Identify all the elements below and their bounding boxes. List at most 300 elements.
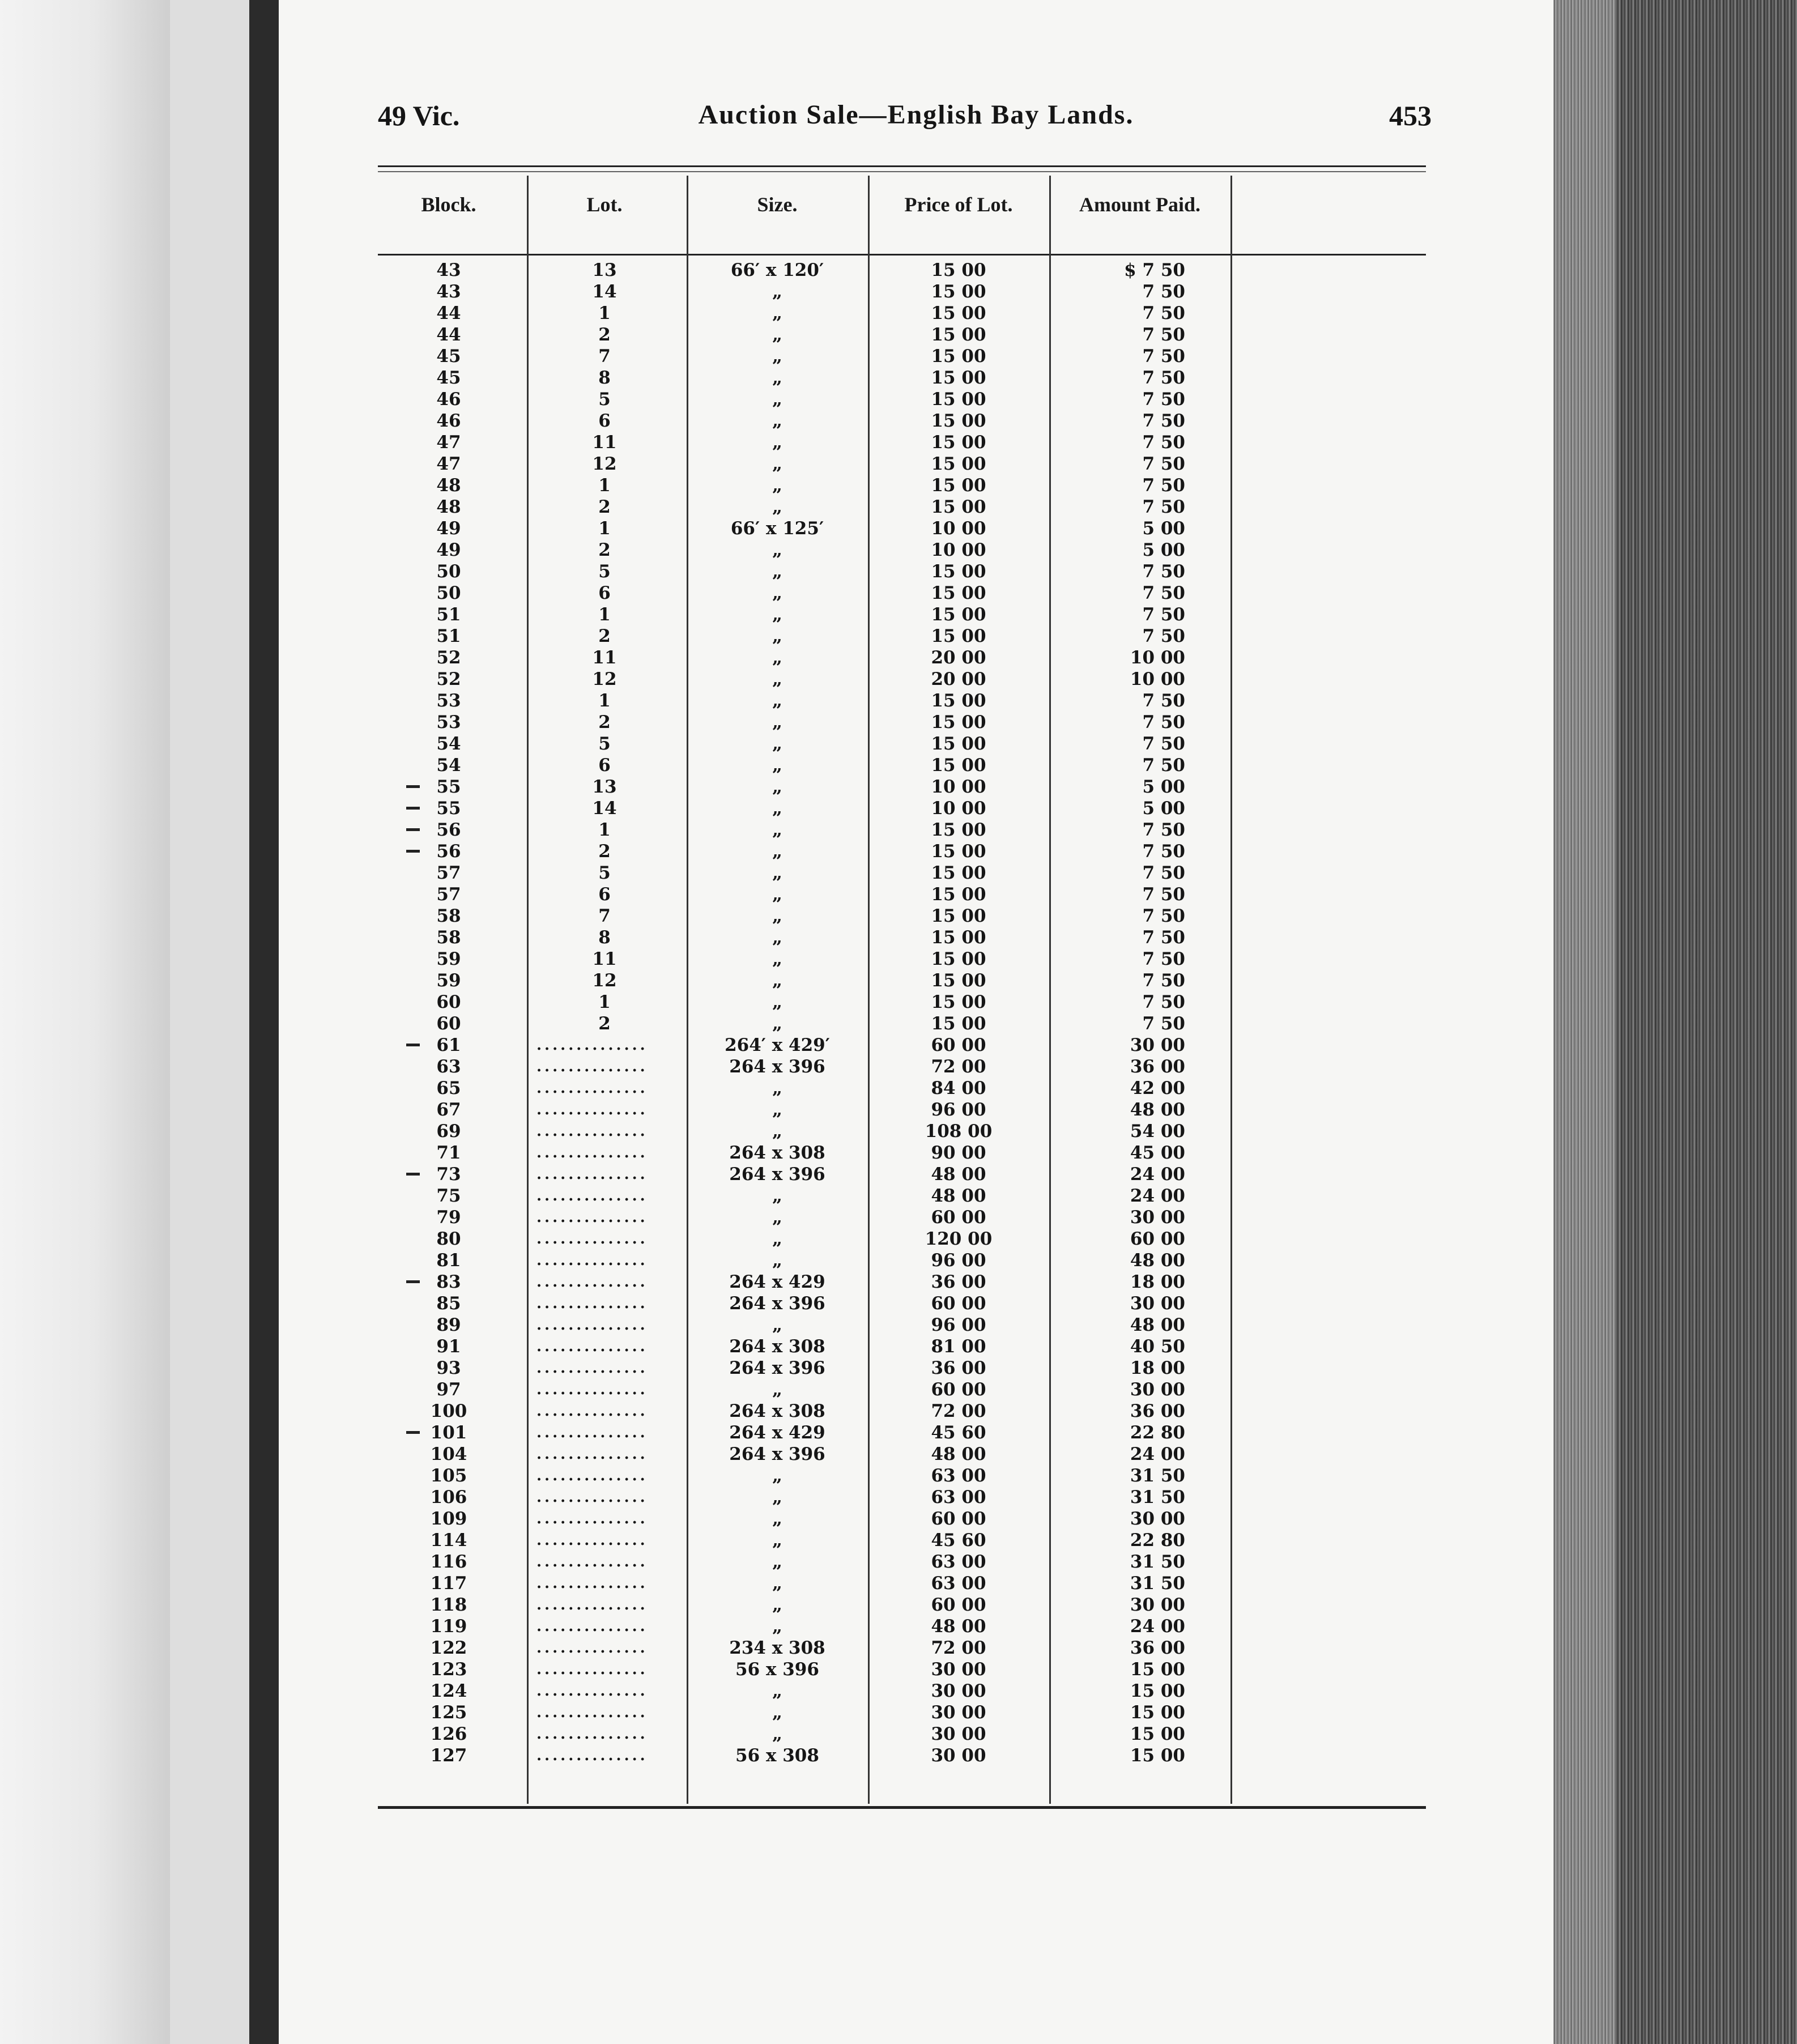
block-cell: 48 [436,475,461,496]
lot-cell: 6 [598,583,611,603]
header-amount-paid: Amount Paid. [1079,193,1201,216]
table-row [279,1551,1553,1573]
size-cell: 264 x 396 [729,1358,825,1378]
size-cell: „ [772,1573,782,1594]
size-cell: „ [772,1186,782,1206]
lot-cell: 12 [592,454,617,474]
size-cell: „ [772,1616,782,1637]
amount-paid-cell: 15 00 [1130,1702,1185,1723]
lot-leader-dots: .............. [536,1080,648,1097]
price-cell: 45 60 [931,1530,986,1551]
block-cell: 58 [436,906,461,926]
table-row [279,604,1553,625]
lot-cell: 2 [598,841,611,862]
table-row [279,1250,1553,1271]
block-cell: 50 [436,561,461,582]
lot-leader-dots: .............. [536,1403,648,1420]
amount-paid-cell: 10 00 [1130,669,1185,689]
block-cell: 79 [436,1207,461,1228]
block-cell: 49 [436,540,461,560]
lot-leader-dots: .............. [536,1553,648,1570]
lot-leader-dots: .............. [536,1317,648,1334]
table-row [279,281,1553,303]
size-cell: 264 x 308 [729,1401,825,1421]
lot-cell: 2 [598,626,611,646]
amount-paid-cell: 24 00 [1130,1164,1185,1185]
amount-paid-cell: 7 50 [1142,626,1185,646]
price-cell: 48 00 [931,1444,986,1464]
block-cell: 46 [436,389,461,410]
price-cell: 10 00 [931,777,986,797]
block-cell: 53 [436,691,461,711]
size-cell: 264 x 308 [729,1143,825,1163]
size-cell: „ [772,669,782,689]
table-row [279,324,1553,346]
table-row [279,841,1553,862]
table-row [279,303,1553,324]
lot-cell: 1 [598,475,611,496]
amount-paid-cell: 31 50 [1130,1487,1185,1508]
size-cell: „ [772,454,782,474]
price-cell: 96 00 [931,1315,986,1335]
size-cell: „ [772,411,782,431]
block-cell: 119 [430,1616,467,1637]
price-cell: 120 00 [925,1229,993,1249]
block-cell: 55 [436,798,461,819]
price-cell: 15 00 [931,583,986,603]
price-cell: 15 00 [931,691,986,711]
price-cell: 20 00 [931,669,986,689]
size-cell: „ [772,777,782,797]
amount-paid-cell: 7 50 [1142,949,1185,969]
table-row [279,1293,1553,1314]
lot-leader-dots: .............. [536,1101,648,1118]
price-cell: 15 00 [931,368,986,388]
price-cell: 30 00 [931,1659,986,1680]
price-cell: 15 00 [931,497,986,517]
amount-paid-cell: 31 50 [1130,1573,1185,1594]
amount-paid-cell: 7 50 [1142,432,1185,453]
block-cell: 122 [430,1638,467,1658]
size-cell: 234 x 308 [729,1638,825,1658]
amount-paid-cell: 5 00 [1142,518,1185,539]
running-head [279,99,1553,144]
amount-paid-cell: 7 50 [1142,561,1185,582]
amount-paid-cell: 24 00 [1130,1616,1185,1637]
block-cell: 114 [430,1530,467,1551]
lot-leader-dots: .............. [536,1661,648,1678]
table-row [279,625,1553,647]
lot-leader-dots: .............. [536,1747,648,1764]
size-cell: 66′ x 125′ [730,518,824,539]
table-row [279,668,1553,690]
lot-cell: 1 [598,820,611,840]
price-cell: 15 00 [931,561,986,582]
lot-cell: 5 [598,863,611,883]
amount-paid-cell: $ 7 50 [1124,260,1185,280]
block-cell: 43 [436,260,461,280]
block-cell: 81 [436,1250,461,1271]
amount-paid-cell: 7 50 [1142,346,1185,367]
size-cell: „ [772,648,782,668]
price-cell: 15 00 [931,411,986,431]
price-cell: 15 00 [931,820,986,840]
amount-paid-cell: 15 00 [1130,1681,1185,1701]
price-cell: 15 00 [931,260,986,280]
price-cell: 60 00 [931,1595,986,1615]
table-row [279,1336,1553,1357]
table-row [279,733,1553,755]
amount-paid-cell: 10 00 [1130,648,1185,668]
table-row [279,1594,1553,1616]
price-cell: 15 00 [931,841,986,862]
table-row [279,518,1553,539]
amount-paid-cell: 15 00 [1130,1745,1185,1766]
amount-paid-cell: 24 00 [1130,1186,1185,1206]
amount-paid-cell: 18 00 [1130,1358,1185,1378]
block-cell: 106 [430,1487,467,1508]
price-cell: 63 00 [931,1487,986,1508]
price-cell: 15 00 [931,1014,986,1034]
table-row [279,755,1553,776]
block-cell: 51 [436,604,461,625]
size-cell: „ [772,1379,782,1400]
amount-paid-cell: 7 50 [1142,604,1185,625]
lot-cell: 1 [598,604,611,625]
lot-cell: 1 [598,992,611,1012]
block-cell: 50 [436,583,461,603]
block-cell: 124 [430,1681,467,1701]
amount-paid-cell: 7 50 [1142,927,1185,948]
lot-leader-dots: .............. [536,1209,648,1226]
table-row [279,367,1553,389]
price-cell: 15 00 [931,475,986,496]
size-cell: „ [772,1466,782,1486]
table-row [279,776,1553,798]
amount-paid-cell: 30 00 [1130,1595,1185,1615]
lot-cell: 11 [592,648,617,668]
table-row [279,1078,1553,1099]
header-size: Size. [757,193,798,216]
size-cell: 264 x 396 [729,1164,825,1185]
amount-paid-cell: 7 50 [1142,325,1185,345]
lot-cell: 2 [598,1014,611,1034]
amount-paid-cell: 18 00 [1130,1272,1185,1292]
table-row [279,346,1553,367]
page-heading: Auction Sale—English Bay Lands. [698,100,1134,130]
price-cell: 30 00 [931,1702,986,1723]
price-cell: 90 00 [931,1143,986,1163]
lot-cell: 14 [592,282,617,302]
price-cell: 81 00 [931,1336,986,1357]
size-cell: 56 x 396 [735,1659,819,1680]
lot-cell: 14 [592,798,617,819]
size-cell: 66′ x 120′ [730,260,824,280]
size-cell: „ [772,1595,782,1615]
block-cell: 65 [436,1078,461,1098]
size-cell: „ [772,841,782,862]
table-row [279,690,1553,712]
block-cell: 123 [430,1659,467,1680]
lot-cell: 12 [592,669,617,689]
lot-cell: 6 [598,411,611,431]
table-row [279,1271,1553,1293]
price-cell: 96 00 [931,1100,986,1120]
size-cell: „ [772,475,782,496]
size-cell: „ [772,863,782,883]
price-cell: 15 00 [931,927,986,948]
size-cell: „ [772,1315,782,1335]
table-row [279,453,1553,475]
header-price: Price of Lot. [904,193,1013,216]
amount-paid-cell: 22 80 [1130,1530,1185,1551]
amount-paid-cell: 7 50 [1142,389,1185,410]
amount-paid-cell: 7 50 [1142,863,1185,883]
lot-leader-dots: .............. [536,1058,648,1075]
table-row [279,1680,1553,1702]
price-cell: 15 00 [931,712,986,733]
lot-leader-dots: .............. [536,1446,648,1463]
price-cell: 48 00 [931,1186,986,1206]
size-cell: „ [772,691,782,711]
size-cell: „ [772,1207,782,1228]
size-cell: 56 x 308 [735,1745,819,1766]
amount-paid-cell: 7 50 [1142,820,1185,840]
price-cell: 10 00 [931,518,986,539]
table-row [279,970,1553,991]
size-cell: „ [772,432,782,453]
block-cell: 51 [436,626,461,646]
lot-cell: 2 [598,497,611,517]
size-cell: „ [772,368,782,388]
amount-paid-cell: 36 00 [1130,1401,1185,1421]
facing-page-edge [170,0,249,2044]
table-row [279,1142,1553,1164]
lot-leader-dots: .............. [536,1618,648,1635]
price-cell: 15 00 [931,734,986,754]
price-cell: 15 00 [931,884,986,905]
table-body [279,259,1553,1766]
size-cell: 264 x 396 [729,1293,825,1314]
block-cell: 46 [436,411,461,431]
table-row [279,389,1553,410]
block-cell: 109 [430,1509,467,1529]
amount-paid-cell: 7 50 [1142,303,1185,323]
block-cell: 80 [436,1229,461,1249]
price-cell: 15 00 [931,282,986,302]
table-row [279,1508,1553,1530]
amount-paid-cell: 40 50 [1130,1336,1185,1357]
block-cell: 45 [436,368,461,388]
price-cell: 72 00 [931,1401,986,1421]
size-cell: „ [772,820,782,840]
lot-cell: 8 [598,368,611,388]
lot-cell: 8 [598,927,611,948]
block-cell: 57 [436,884,461,905]
size-cell: „ [772,1552,782,1572]
block-cell: 44 [436,303,461,323]
table-row [279,1185,1553,1207]
amount-paid-cell: 30 00 [1130,1207,1185,1228]
amount-paid-cell: 48 00 [1130,1100,1185,1120]
amount-paid-cell: 30 00 [1130,1293,1185,1314]
amount-paid-cell: 7 50 [1142,368,1185,388]
block-cell: 56 [436,841,461,862]
amount-paid-cell: 7 50 [1142,970,1185,991]
amount-paid-cell: 48 00 [1130,1250,1185,1271]
block-cell: 44 [436,325,461,345]
amount-paid-cell: 7 50 [1142,497,1185,517]
price-cell: 48 00 [931,1164,986,1185]
block-cell: 117 [430,1573,467,1594]
size-cell: „ [772,1509,782,1529]
table-row [279,1357,1553,1379]
amount-paid-cell: 54 00 [1130,1121,1185,1142]
facing-page [0,0,170,2044]
regnal-year: 49 Vic. [378,100,460,131]
table-row [279,1487,1553,1508]
size-cell: „ [772,1530,782,1551]
price-cell: 15 00 [931,970,986,991]
block-cell: 59 [436,949,461,969]
table-row [279,991,1553,1013]
table-row [279,948,1553,970]
lot-leader-dots: .............. [536,1360,648,1377]
price-cell: 30 00 [931,1745,986,1766]
bottom-rule [378,1806,1426,1809]
block-cell: 55 [436,777,461,797]
table-row [279,475,1553,496]
lot-leader-dots: .............. [536,1510,648,1527]
amount-paid-cell: 5 00 [1142,798,1185,819]
size-cell: „ [772,1250,782,1271]
lot-leader-dots: .............. [536,1683,648,1700]
block-cell: 85 [436,1293,461,1314]
size-cell: „ [772,325,782,345]
table-row [279,905,1553,927]
amount-paid-cell: 45 00 [1130,1143,1185,1163]
size-cell: „ [772,604,782,625]
amount-paid-cell: 5 00 [1142,777,1185,797]
table-row [279,1530,1553,1551]
size-cell: „ [772,906,782,926]
lot-leader-dots: .............. [536,1166,648,1183]
lot-cell: 13 [592,260,617,280]
price-cell: 15 00 [931,346,986,367]
block-cell: 63 [436,1057,461,1077]
block-cell: 52 [436,669,461,689]
size-cell: „ [772,734,782,754]
block-cell: 53 [436,712,461,733]
block-cell: 47 [436,432,461,453]
price-cell: 15 00 [931,863,986,883]
price-cell: 63 00 [931,1573,986,1594]
price-cell: 36 00 [931,1272,986,1292]
amount-paid-cell: 30 00 [1130,1379,1185,1400]
price-cell: 45 60 [931,1423,986,1443]
amount-paid-cell: 7 50 [1142,906,1185,926]
price-cell: 84 00 [931,1078,986,1098]
size-cell: 264′ x 429′ [725,1035,830,1055]
table-row [279,1443,1553,1465]
lot-cell: 12 [592,970,617,991]
lot-cell: 6 [598,884,611,905]
amount-paid-cell: 15 00 [1130,1659,1185,1680]
amount-paid-cell: 24 00 [1130,1444,1185,1464]
block-cell: 71 [436,1143,461,1163]
size-cell: 264 x 308 [729,1336,825,1357]
page-number: 453 [1389,100,1432,131]
table-row [279,259,1553,281]
top-rule [378,165,1426,167]
block-cell: 52 [436,648,461,668]
block-cell: 126 [430,1724,467,1744]
price-cell: 15 00 [931,949,986,969]
lot-cell: 6 [598,755,611,776]
size-cell: „ [772,1702,782,1723]
price-cell: 15 00 [931,992,986,1012]
table-row [279,1207,1553,1228]
lot-cell: 5 [598,734,611,754]
size-cell: „ [772,1487,782,1508]
price-cell: 60 00 [931,1509,986,1529]
lot-cell: 2 [598,540,611,560]
price-cell: 15 00 [931,755,986,776]
size-cell: 264 x 396 [729,1444,825,1464]
table-row [279,1379,1553,1400]
block-cell: 116 [430,1552,467,1572]
price-cell: 36 00 [931,1358,986,1378]
table-row [279,410,1553,432]
amount-paid-cell: 48 00 [1130,1315,1185,1335]
amount-paid-cell: 7 50 [1142,1014,1185,1034]
lot-cell: 11 [592,949,617,969]
table-row [279,1228,1553,1250]
block-cell: 45 [436,346,461,367]
block-cell: 54 [436,755,461,776]
amount-paid-cell: 7 50 [1142,691,1185,711]
price-cell: 60 00 [931,1379,986,1400]
size-cell: „ [772,927,782,948]
book-page [279,0,1553,2044]
size-cell: „ [772,1014,782,1034]
size-cell: „ [772,1078,782,1098]
size-cell: „ [772,1229,782,1249]
lot-cell: 1 [598,518,611,539]
table-row [279,1637,1553,1659]
top-rule-dotted [378,171,1426,172]
price-cell: 72 00 [931,1057,986,1077]
table-row [279,1034,1553,1056]
table-row [279,1422,1553,1443]
table-row [279,1013,1553,1034]
table-row [279,1702,1553,1723]
amount-paid-cell: 7 50 [1142,475,1185,496]
amount-paid-cell: 36 00 [1130,1057,1185,1077]
size-cell: „ [772,1121,782,1142]
table-row [279,1465,1553,1487]
lot-leader-dots: .............. [536,1532,648,1549]
price-cell: 15 00 [931,604,986,625]
block-cell: 93 [436,1358,461,1378]
block-cell: 83 [436,1272,461,1292]
price-cell: 60 00 [931,1293,986,1314]
block-cell: 56 [436,820,461,840]
block-cell: 127 [430,1745,467,1766]
lot-cell: 5 [598,561,611,582]
amount-paid-cell: 30 00 [1130,1509,1185,1529]
price-cell: 10 00 [931,540,986,560]
